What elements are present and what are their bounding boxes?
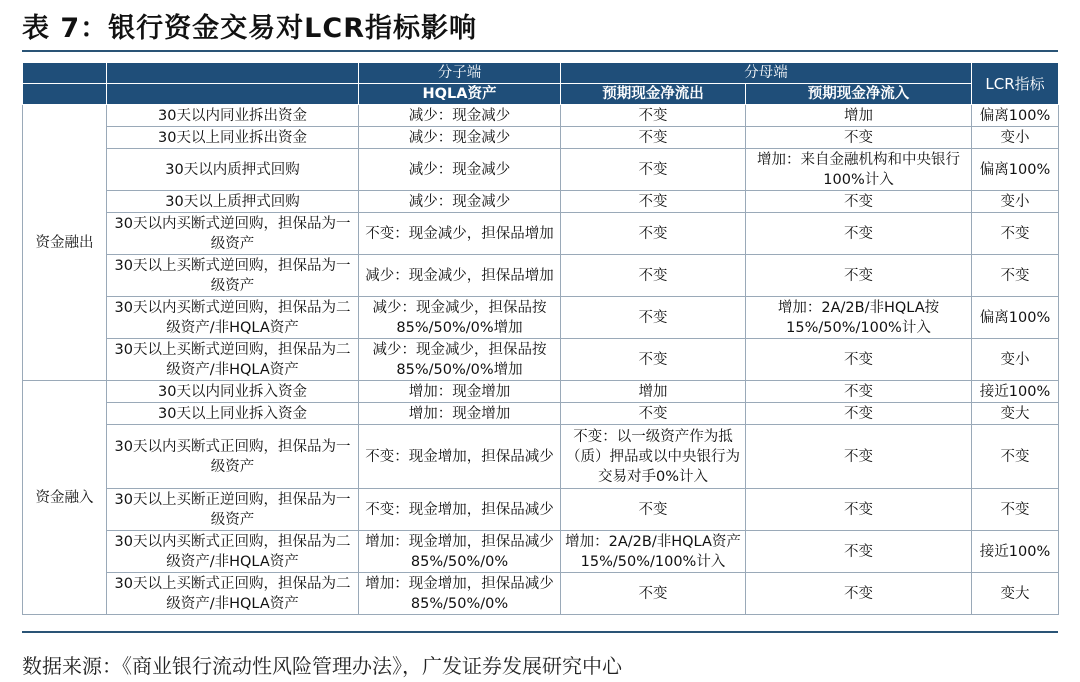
- lcr-cell: 变大: [972, 573, 1059, 615]
- header-denominator: 分母端: [561, 63, 972, 84]
- inflow-cell: 不变: [746, 403, 972, 425]
- lcr-cell: 偏离100%: [972, 105, 1059, 127]
- lcr-cell: 不变: [972, 213, 1059, 255]
- table-title: 表 7：银行资金交易对LCR指标影响: [22, 13, 477, 44]
- table-row: [23, 127, 1059, 149]
- inflow-cell: 不变: [746, 339, 972, 381]
- group-label: 资金融出: [23, 105, 107, 381]
- lcr-cell: 不变: [972, 425, 1059, 489]
- inflow-cell: 不变: [746, 127, 972, 149]
- outflow-cell: 不变: [561, 213, 746, 255]
- item-cell: 30天以上同业拆入资金: [107, 403, 359, 425]
- item-cell: 30天以内质押式回购: [107, 149, 359, 191]
- lcr-cell: 偏离100%: [972, 297, 1059, 339]
- inflow-cell: 不变: [746, 489, 972, 531]
- hqla-cell: 减少：现金减少: [359, 149, 561, 191]
- header-lcr: LCR指标: [972, 63, 1059, 105]
- hqla-cell: 减少：现金减少: [359, 105, 561, 127]
- table-row: [23, 573, 1059, 615]
- item-cell: 30天以内同业拆入资金: [107, 381, 359, 403]
- inflow-cell: 不变: [746, 531, 972, 573]
- hqla-cell: 增加：现金增加: [359, 403, 561, 425]
- outflow-cell: 不变: [561, 149, 746, 191]
- inflow-cell: 不变: [746, 573, 972, 615]
- header-blank: [23, 84, 107, 105]
- inflow-cell: 增加: [746, 105, 972, 127]
- table-row: [23, 489, 1059, 531]
- table-body: [23, 105, 1059, 615]
- item-cell: 30天以内同业拆出资金: [107, 105, 359, 127]
- outflow-cell: 不变: [561, 105, 746, 127]
- table-row: [23, 531, 1059, 573]
- table-header: [23, 63, 1059, 105]
- lcr-cell: 偏离100%: [972, 149, 1059, 191]
- table-row: [23, 403, 1059, 425]
- lcr-cell: 接近100%: [972, 531, 1059, 573]
- bottom-divider: [22, 631, 1058, 633]
- header-hqla: HQLA资产: [359, 84, 561, 105]
- inflow-cell: 增加：来自金融机构和中央银行100%计入: [746, 149, 972, 191]
- lcr-cell: 不变: [972, 489, 1059, 531]
- outflow-cell: 不变: [561, 191, 746, 213]
- table-row: [23, 381, 1059, 403]
- lcr-cell: 接近100%: [972, 381, 1059, 403]
- item-cell: 30天以内买断式正回购，担保品为一级资产: [107, 425, 359, 489]
- inflow-cell: 不变: [746, 381, 972, 403]
- table-row: [23, 149, 1059, 191]
- item-cell: 30天以上买断式逆回购，担保品为一级资产: [107, 255, 359, 297]
- outflow-cell: 增加：2A/2B/非HQLA资产15%/50%/100%计入: [561, 531, 746, 573]
- item-cell: 30天以上买断式正回购，担保品为二级资产/非HQLA资产: [107, 573, 359, 615]
- table-row: [23, 105, 1059, 127]
- hqla-cell: 减少：现金减少: [359, 127, 561, 149]
- outflow-cell: 不变: [561, 403, 746, 425]
- header-blank: [107, 63, 359, 84]
- table-row: [23, 191, 1059, 213]
- inflow-cell: 不变: [746, 425, 972, 489]
- outflow-cell: 不变: [561, 127, 746, 149]
- table-row: [23, 339, 1059, 381]
- outflow-cell: 不变：以一级资产作为抵（质）押品或以中央银行为交易对手0%计入: [561, 425, 746, 489]
- hqla-cell: 不变：现金减少，担保品增加: [359, 213, 561, 255]
- hqla-cell: 增加：现金增加，担保品减少85%/50%/0%: [359, 531, 561, 573]
- item-cell: 30天以内买断式正回购，担保品为二级资产/非HQLA资产: [107, 531, 359, 573]
- item-cell: 30天以上买断式逆回购，担保品为二级资产/非HQLA资产: [107, 339, 359, 381]
- lcr-cell: 变大: [972, 403, 1059, 425]
- hqla-cell: 减少：现金减少，担保品按85%/50%/0%增加: [359, 339, 561, 381]
- inflow-cell: 增加：2A/2B/非HQLA按15%/50%/100%计入: [746, 297, 972, 339]
- lcr-cell: 变小: [972, 127, 1059, 149]
- item-cell: 30天以内买断式逆回购，担保品为一级资产: [107, 213, 359, 255]
- hqla-cell: 增加：现金增加: [359, 381, 561, 403]
- source-note: 数据来源：《商业银行流动性风险管理办法》，广发证券发展研究中心: [22, 654, 622, 678]
- hqla-cell: 减少：现金减少: [359, 191, 561, 213]
- outflow-cell: 不变: [561, 573, 746, 615]
- lcr-cell: 不变: [972, 255, 1059, 297]
- hqla-cell: 不变：现金增加，担保品减少: [359, 489, 561, 531]
- header-outflow: 预期现金净流出: [561, 84, 746, 105]
- table-row: [23, 297, 1059, 339]
- inflow-cell: 不变: [746, 191, 972, 213]
- hqla-cell: 不变：现金增加，担保品减少: [359, 425, 561, 489]
- hqla-cell: 减少：现金减少，担保品增加: [359, 255, 561, 297]
- lcr-impact-table: [22, 62, 1059, 615]
- table-row: [23, 425, 1059, 489]
- outflow-cell: 增加: [561, 381, 746, 403]
- outflow-cell: 不变: [561, 255, 746, 297]
- item-cell: 30天以上买断正逆回购，担保品为一级资产: [107, 489, 359, 531]
- item-cell: 30天以内买断式逆回购，担保品为二级资产/非HQLA资产: [107, 297, 359, 339]
- header-blank: [107, 84, 359, 105]
- hqla-cell: 增加：现金增加，担保品减少85%/50%/0%: [359, 573, 561, 615]
- item-cell: 30天以上质押式回购: [107, 191, 359, 213]
- hqla-cell: 减少：现金减少，担保品按85%/50%/0%增加: [359, 297, 561, 339]
- outflow-cell: 不变: [561, 489, 746, 531]
- header-blank: [23, 63, 107, 84]
- table-row: [23, 255, 1059, 297]
- header-inflow: 预期现金净流入: [746, 84, 972, 105]
- header-numerator: 分子端: [359, 63, 561, 84]
- title-divider: [22, 50, 1058, 52]
- inflow-cell: 不变: [746, 255, 972, 297]
- outflow-cell: 不变: [561, 297, 746, 339]
- inflow-cell: 不变: [746, 213, 972, 255]
- lcr-cell: 变小: [972, 191, 1059, 213]
- table-row: [23, 213, 1059, 255]
- item-cell: 30天以上同业拆出资金: [107, 127, 359, 149]
- outflow-cell: 不变: [561, 339, 746, 381]
- lcr-cell: 变小: [972, 339, 1059, 381]
- group-label: 资金融入: [23, 381, 107, 615]
